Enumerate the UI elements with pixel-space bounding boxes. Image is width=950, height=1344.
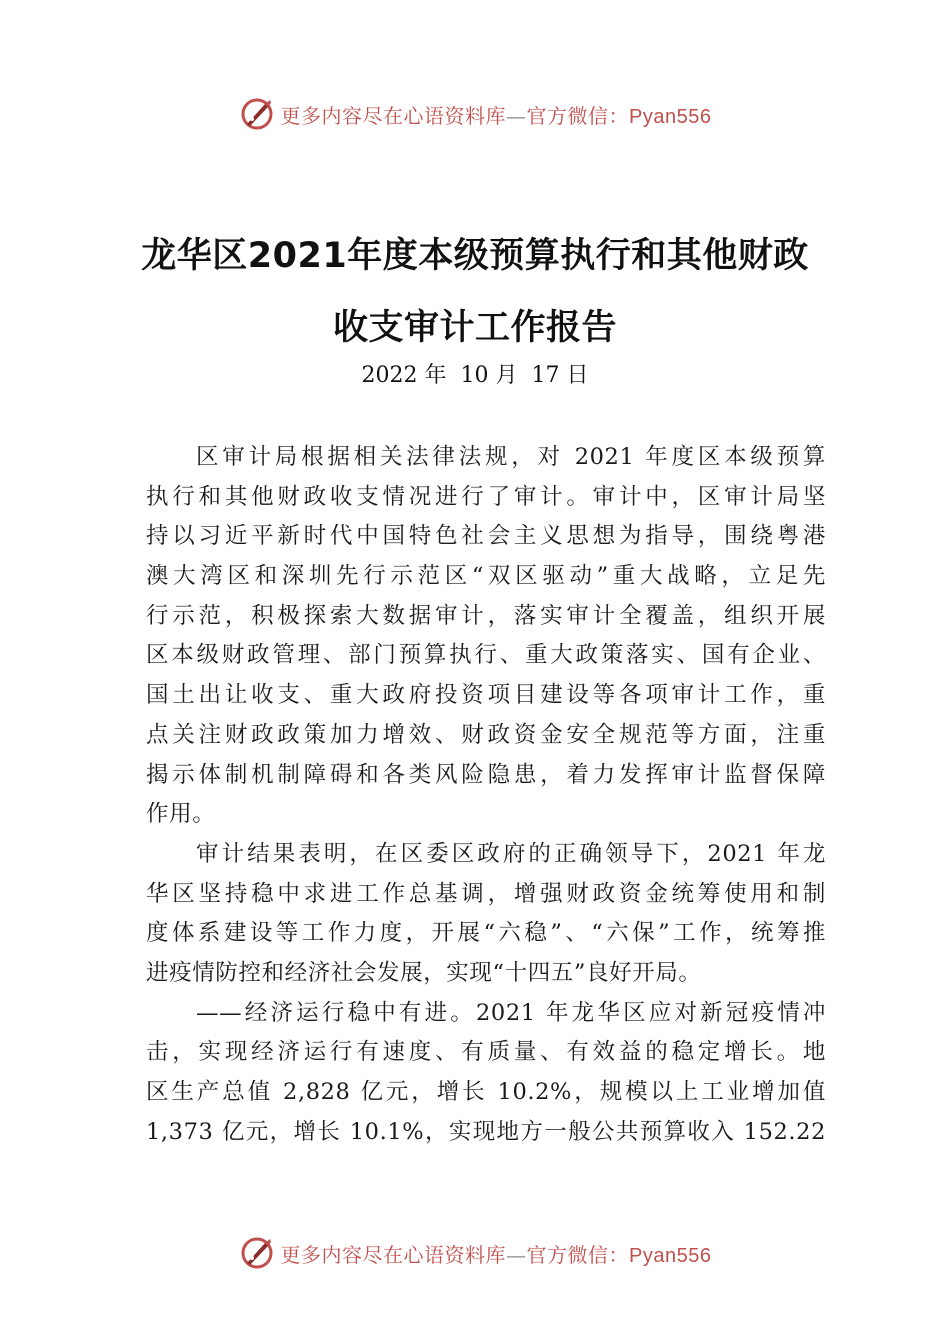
watermark-label: 官方微信：: [526, 1242, 630, 1267]
watermark-label: 官方微信：: [526, 103, 630, 128]
body-line: 执行和其他财政收支情况进行了审计。审计中，区审计局坚: [146, 483, 826, 510]
body-line: 区生产总值 2,828 亿元，增长 10.2%，规模以上工业增加值: [146, 1079, 826, 1105]
body-line: 区本级财政管理、部门预算执行、重大政策落实、国有企业、: [146, 642, 826, 669]
body-line: 度体系建设等工作力度，开展“六稳”、“六保”工作，统筹推: [146, 920, 826, 947]
body-line: 审计结果表明，在区委区政府的正确领导下，2021 年龙: [196, 840, 826, 867]
body-line: 击，实现经济运行有速度、有质量、有效益的稳定增长。地: [146, 1039, 826, 1066]
document-title-line1: 龙华区2021年度本级预算执行和其他财政: [141, 236, 809, 276]
document-date: 2022 年 10 月 17 日: [361, 363, 589, 388]
body-line: 国土出让收支、重大政府投资项目建设等各项审计工作，重: [146, 682, 826, 709]
watermark-text: [281, 1239, 712, 1268]
header-watermark: [0, 94, 950, 134]
watermark-dash: —: [506, 103, 527, 128]
body-line: ——经济运行稳中有进。2021 年龙华区应对新冠疫情冲: [196, 999, 826, 1026]
body-line: 点关注财政政策加力增效、财政资金安全规范等方面，注重: [146, 721, 826, 748]
body-line: 1,373 亿元，增长 10.1%，实现地方一般公共预算收入 152.22: [146, 1118, 826, 1145]
watermark-id: Pyan556: [629, 1244, 712, 1267]
body-line: 行示范，积极探索大数据审计，落实审计全覆盖，组织开展: [146, 602, 826, 629]
pen-nib-logo-icon: [239, 1235, 275, 1271]
body-line: 持以习近平新时代中国特色社会主义思想为指导，围绕粤港: [146, 523, 826, 550]
body-line: 进疫情防控和经济社会发展，实现“十四五”良好开局。: [146, 959, 702, 986]
body-line: 区审计局根据相关法律法规，对 2021 年度区本级预算: [196, 444, 826, 470]
body-line: 作用。: [146, 801, 216, 828]
document-title-line2: 收支审计工作报告: [332, 308, 617, 348]
footer-watermark: [0, 1233, 950, 1273]
watermark-brand: 更多内容尽在心语资料库: [280, 103, 507, 128]
watermark-id: Pyan556: [629, 105, 712, 128]
body-line: 华区坚持稳中求进工作总基调，增强财政资金统筹使用和制: [146, 880, 826, 907]
watermark-brand: 更多内容尽在心语资料库: [280, 1242, 507, 1267]
body-line: 澳大湾区和深圳先行示范区“双区驱动”重大战略，立足先: [146, 563, 826, 590]
pen-nib-logo-icon: [239, 96, 275, 132]
watermark-dash: —: [506, 1242, 527, 1267]
watermark-text: [281, 100, 712, 129]
body-line: 揭示体制机制障碍和各类风险隐患，着力发挥审计监督保障: [146, 761, 826, 788]
document-body: [146, 438, 826, 1152]
